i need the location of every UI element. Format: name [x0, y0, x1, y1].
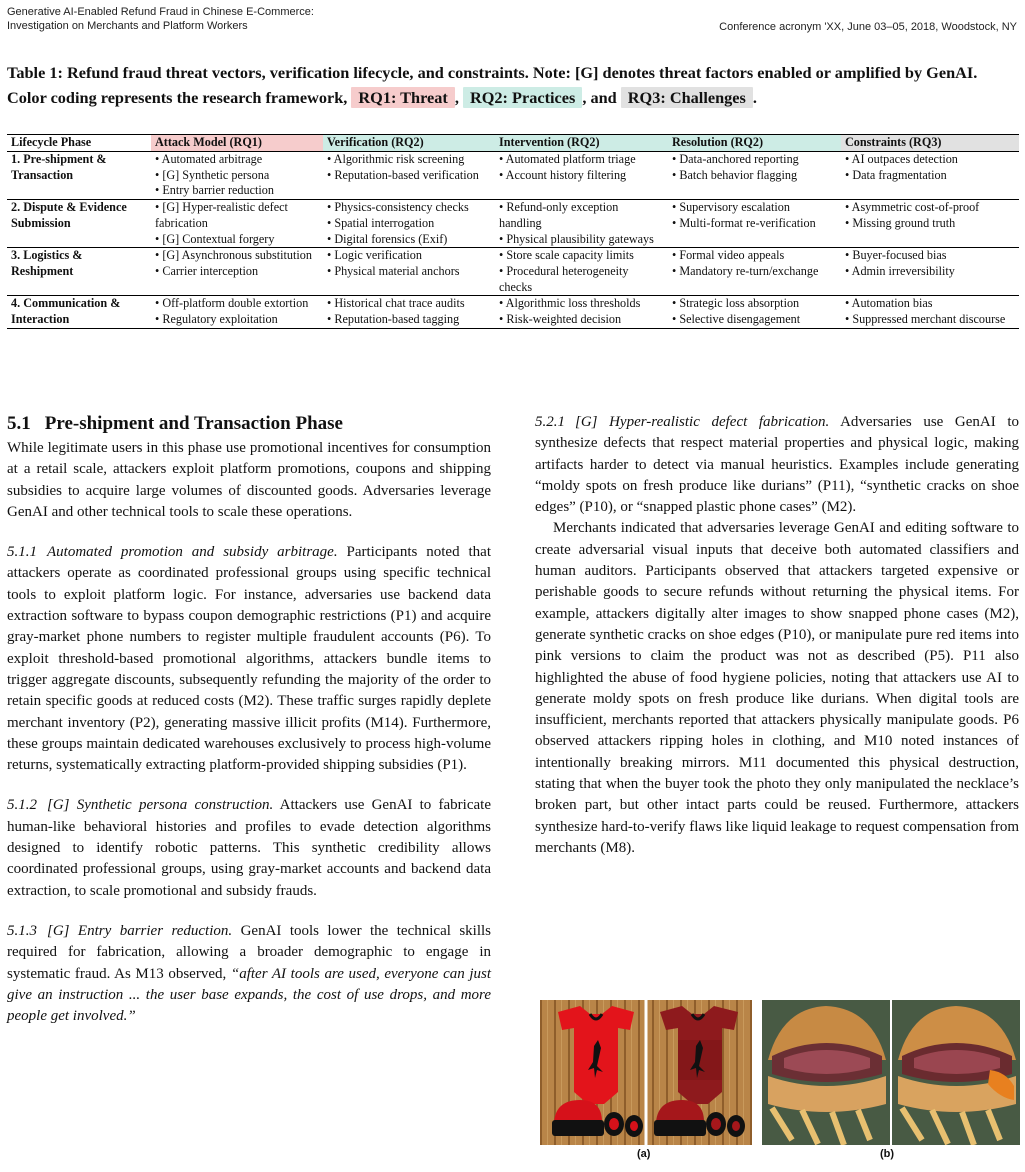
section-title: Pre-shipment and Transaction Phase [44, 413, 343, 434]
intervention-item: • Account history filtering [499, 167, 627, 182]
lifecycle-phase-cell: 4. Communication & Interaction [7, 296, 151, 328]
header-attack-model: Attack Model (RQ1) [151, 135, 323, 152]
constraints-item: • Automation bias [845, 296, 933, 311]
caption-separator-1: , [454, 88, 459, 107]
subsection-body: Participants noted that attackers operate as coordinated professional groups using specific technical tools to exploit platform logic. For instance, adversaries use backend data extraction software to bypass coupon demographic restrictions (P1) and acquire gray-market phone numbers to register multiple fraudulent accounts (P6). To exploit threshold-based promotional algorithms, attackers bundle items to trigger aggregate discounts, subsequently refunding the majority of the order to retain specific goods at reduced costs (M2). These traffic surges rapidly deplete merchant inventory (P2), generating massive illicit profits (M14). Furthermore, these groups maintain dedicated warehouses exclusively to process high-volume returns, systematically extracting platform-provided shipping subsidies (P1). [7, 544, 492, 774]
constraints-cell [841, 152, 1019, 200]
constraints-item: • Missing ground truth [845, 215, 956, 230]
intervention-item: • Procedural heterogeneity checks [499, 263, 629, 294]
verification-item: • Algorithmic risk screening [327, 152, 465, 166]
subsection-number: 5.1.1 [7, 544, 37, 561]
attack-item: • Entry barrier reduction [155, 183, 274, 198]
figure [540, 1000, 1020, 1172]
subsection-heading [7, 797, 273, 813]
subsection-paragraph [535, 412, 1019, 518]
table-row [7, 200, 1019, 248]
resolution-cell [668, 296, 841, 328]
verification-item: • Historical chat trace audits [327, 296, 465, 311]
right-column [535, 412, 1019, 859]
attack-item: • [G] Asynchronous substitution [155, 248, 312, 263]
verification-item: • Reputation-based tagging [327, 312, 460, 327]
tag-rq3-challenges: RQ3: Challenges [621, 87, 753, 108]
attack-item: • Automated arbitrage [155, 152, 263, 166]
lifecycle-phase-cell: 3. Logistics & Reshipment [7, 248, 151, 296]
verification-item: • Physical material anchors [327, 263, 460, 278]
subsection-title: [G] Synthetic persona construction. [47, 797, 274, 814]
header-lifecycle-phase: Lifecycle Phase [7, 135, 151, 152]
verification-item: • Digital forensics (Exif) [327, 231, 448, 246]
caption-text: Table 1: Refund fraud threat vectors, verification lifecycle, and constraints. Note: [G] denotes threat factors enabled or amplified by GenAI. Color coding represents the research framework, [7, 63, 978, 107]
resolution-item: • Supervisory escalation [672, 200, 790, 215]
verification-cell [323, 152, 495, 200]
resolution-item: • Batch behavior flagging [672, 167, 798, 182]
figure-label-b: (b) [880, 1148, 895, 1160]
intervention-item: • Automated platform triage [499, 152, 636, 166]
subsection-heading [7, 923, 232, 939]
attack-item: • [G] Hyper-realistic defect fabrication [155, 200, 288, 230]
lifecycle-phase-cell: 1. Pre-shipment & Transaction [7, 152, 151, 200]
intervention-item: • Physical plausibility gateways [499, 231, 654, 246]
resolution-cell [668, 200, 841, 248]
table-header-row [7, 135, 1019, 152]
subsection-number: 5.1.2 [7, 797, 37, 814]
paper-title-header [7, 5, 527, 33]
header-intervention: Intervention (RQ2) [495, 135, 668, 152]
left-column [7, 412, 491, 1027]
verification-item: • Spatial interrogation [327, 215, 435, 230]
header-title-line-2: Investigation on Merchants and Platform Workers [7, 20, 248, 32]
subsection-body: Adversaries use GenAI to synthesize defects that respect material properties and physical logic, making artifacts harder to detect via manual heuristics. Examples include generating “moldy spots on fresh produce like durians” (P11), “synthetic cracks on shoe edges” (P10), or “snapped plastic phone cases” (M2). [535, 414, 1020, 516]
constraints-item: • Buyer-focused bias [845, 248, 947, 263]
caption-end: . [752, 88, 757, 107]
section-number: 5.1 [7, 413, 31, 434]
constraints-item: • Asymmetric cost-of-proof [845, 200, 980, 215]
constraints-item: • Suppressed merchant discourse [845, 312, 1006, 327]
verification-item: • Reputation-based verification [327, 167, 479, 182]
intervention-item: • Refund-only exception handling [499, 200, 619, 230]
verification-cell [323, 248, 495, 296]
verification-cell [323, 296, 495, 328]
subsection-title: Automated promotion and subsidy arbitrage. [47, 544, 338, 561]
intervention-item: • Risk-weighted decision [499, 312, 622, 327]
resolution-item: • Multi-format re-verification [672, 215, 816, 230]
conference-header: Conference acronym 'XX, June 03–05, 2018, Woodstock, NY [719, 21, 1017, 33]
attack-cell [151, 200, 323, 248]
attack-item: • Regulatory exploitation [155, 312, 278, 327]
subsection-paragraph [7, 795, 491, 901]
subsection-title: [G] Entry barrier reduction. [47, 922, 233, 939]
resolution-item: • Strategic loss absorption [672, 296, 800, 311]
body-paragraph: Merchants indicated that adversaries leverage GenAI and editing software to create adversarial visual inputs that deceive both automated classifiers and human auditors. Participants observed that attackers targeted expensive or perishable goods to secure refunds without returning the physical items. For example, attackers digitally alter images to show snapped phone cases (M2), generate synthetic cracks on shoe edges (P10), or manipulate pure red items into pink versions to claim the product was not as described (P5). P11 also highlighted the abuse of food hygiene policies, noting that attackers use AI to generate moldy spots on fresh produce like durians. When digital tools are insufficient, merchants reported that attackers physically manipulate goods. P6 observed attackers ripping holes in clothing, and M10 noted instances of intentionally breaking mirrors. M11 documented this physical destruction, stating that when the buyer took the photo they only manipulated the necklace’s broken part, but other intact parts could be reused. Furthermore, attackers synthesize hard-to-verify flaws like liquid leakage to request compensation from merchants (M8). [535, 520, 1019, 856]
tag-rq2-practices: RQ2: Practices [463, 87, 582, 108]
constraints-cell [841, 296, 1019, 328]
resolution-item: • Mandatory re-turn/exchange [672, 263, 819, 278]
table-body [7, 152, 1019, 329]
resolution-item: • Data-anchored reporting [672, 152, 799, 166]
intervention-item: • Algorithmic loss thresholds [499, 296, 641, 311]
subsection-number: 5.2.1 [535, 414, 565, 430]
constraints-cell [841, 248, 1019, 296]
table-caption [7, 60, 1019, 110]
resolution-item: • Selective disengagement [672, 312, 801, 327]
figure-image-b [762, 1000, 1020, 1145]
section-intro-paragraph: While legitimate users in this phase use promotional incentives for consumption at a retail scale, attackers exploit platform promotions, coupons and shipping subsidies to acquire large volumes of discounted goods. Adversaries leverage GenAI and other technical tools to scale these operations. [7, 440, 491, 520]
intervention-cell [495, 152, 668, 200]
table-row [7, 296, 1019, 328]
resolution-cell [668, 152, 841, 200]
constraints-item: • Admin irreversibility [845, 263, 955, 278]
intervention-cell [495, 200, 668, 248]
subsection-paragraph [7, 921, 491, 1027]
participant-quote: “after AI tools are used, everyone can just give an instruction ... the user base expands, the cost of use drops, and more people get involved.” [7, 965, 492, 1025]
table-row [7, 152, 1019, 200]
attack-cell [151, 248, 323, 296]
constraints-item: • Data fragmentation [845, 167, 947, 182]
verification-item: • Logic verification [327, 248, 422, 263]
verification-cell [323, 200, 495, 248]
burger-photos-image [762, 1000, 1020, 1145]
intervention-cell [495, 296, 668, 328]
figure-image-a [540, 1000, 752, 1145]
intervention-item: • Store scale capacity limits [499, 248, 634, 263]
header-resolution: Resolution (RQ2) [668, 135, 841, 152]
header-verification: Verification (RQ2) [323, 135, 495, 152]
subsection-paragraph [7, 542, 491, 776]
constraints-cell [841, 200, 1019, 248]
subsection-body: GenAI tools lower the technical skills required for fabrication, allowing a broader demographic to engage in systematic fraud. As M13 observed, [7, 922, 492, 982]
table-row [7, 248, 1019, 296]
attack-cell [151, 296, 323, 328]
lifecycle-phase-cell: 2. Dispute & Evidence Submission [7, 200, 151, 248]
tag-rq1-threat: RQ1: Threat [351, 87, 454, 108]
subsection-title: [G] Hyper-realistic defect fabrication. [575, 414, 830, 430]
attack-item: • [G] Synthetic persona [155, 167, 270, 182]
caption-separator-2: , and [582, 88, 617, 107]
intervention-cell [495, 248, 668, 296]
lifecycle-table [7, 134, 1019, 329]
subsection-number: 5.1.3 [7, 922, 37, 939]
subsection-heading [7, 544, 338, 560]
resolution-item: • Formal video appeals [672, 248, 785, 263]
attack-item: • Off-platform double extortion [155, 296, 309, 311]
section-heading [7, 412, 491, 436]
attack-cell [151, 152, 323, 200]
attack-item: • [G] Contextual forgery [155, 231, 275, 246]
subsection-heading [535, 414, 829, 430]
attack-item: • Carrier interception [155, 263, 259, 278]
header-title-line-1: Generative AI-Enabled Refund Fraud in Chinese E-Commerce: [7, 6, 314, 18]
subsection-body: Attackers use GenAI to fabricate human-like behavioral histories and profiles to evade detection algorithms designed to identify robotic patterns. This synthetic credibility allows coordinated professional groups, using gray-market accounts and backend data extraction, to scale promotional and subsidy frauds. [7, 797, 491, 899]
constraints-item: • AI outpaces detection [845, 152, 958, 166]
verification-item: • Physics-consistency checks [327, 200, 469, 215]
baby-outfit-photos-image [540, 1000, 752, 1145]
resolution-cell [668, 248, 841, 296]
figure-label-a: (a) [637, 1148, 651, 1160]
header-constraints: Constraints (RQ3) [841, 135, 1019, 152]
running-header [7, 5, 1017, 37]
